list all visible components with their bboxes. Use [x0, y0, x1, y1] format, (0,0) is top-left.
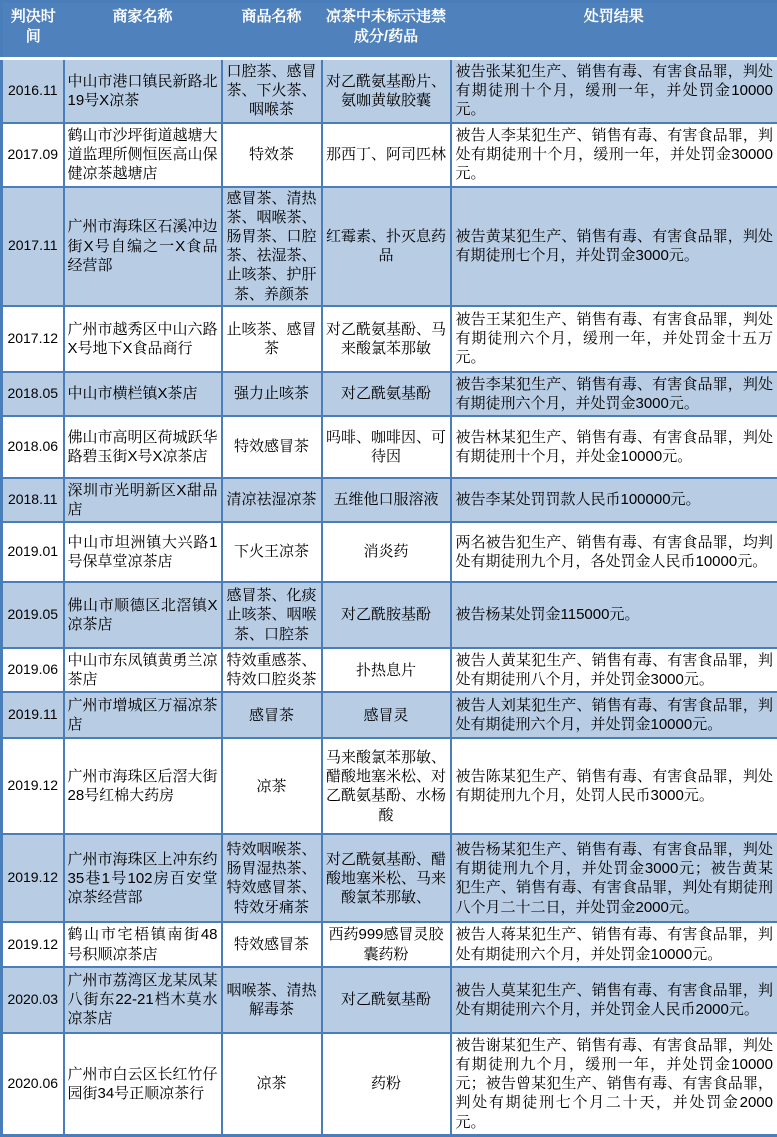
merchant-name: 广州市越秀区中山六路X号地下X食品商行: [64, 306, 222, 372]
table-row: [2, 582, 777, 648]
penalty-result: 被告谢某犯生产、销售有毒、有害食品罪，判处有期徒刑九个月，缓刑一年，并处罚金10000元；被告曾某犯生产、销售有毒、有害食品罪，判处有期徒刑七个月二十天，并处罚金2000元。: [451, 1033, 777, 1135]
table-row: [2, 187, 777, 306]
unlabeled-substances: 药粉: [322, 1033, 451, 1135]
judgment-date: 2020.03: [2, 967, 64, 1033]
penalty-result: 被告人蒋某犯生产、销售有毒、有害食品罪，判处有期徒刑六个月，并处罚金10000元。: [451, 922, 777, 966]
table-body: [2, 59, 777, 1136]
unlabeled-substances: 吗啡、咖啡因、可待因: [322, 416, 451, 478]
merchant-name: 广州市荔湾区龙某凤某八街东22-21档木莫水凉茶店: [64, 967, 222, 1033]
product-name: 特效咽喉茶、肠胃湿热茶、特效感冒茶、特效牙痛茶: [222, 834, 322, 922]
product-name: 下火王凉茶: [222, 522, 322, 582]
unlabeled-substances: 扑热息片: [322, 648, 451, 692]
judgment-date: 2019.12: [2, 834, 64, 922]
product-name: 止咳茶、感冒茶: [222, 306, 322, 372]
merchant-name: 佛山市高明区荷城跃华路碧玉街X号X凉茶店: [64, 416, 222, 478]
penalty-result: 被告人李某犯生产、销售有毒、有害食品罪，判处有期徒刑十个月，缓刑一年，并处罚金30000元。: [451, 123, 777, 187]
judgment-date: 2018.05: [2, 372, 64, 416]
penalty-result: 被告杨某犯生产、销售有毒、有害食品罪，判处有期徒刑九个月，并处罚金3000元；被告黄某犯生产、销售有毒、有害食品罪，判处有期徒刑八个月二十二日，并处罚金2000元。: [451, 834, 777, 922]
judgment-date: 2018.06: [2, 416, 64, 478]
penalty-result: 被告张某犯生产、销售有毒、有害食品罪，判处有期徒刑十个月，缓刑一年，并处罚金10000元。: [451, 59, 777, 123]
merchant-name: 深圳市光明新区X甜品店: [64, 478, 222, 522]
judgment-date: 2019.12: [2, 922, 64, 966]
product-name: 口腔茶、感冒茶、下火茶、咽喉茶: [222, 59, 322, 123]
judgment-date: 2019.01: [2, 522, 64, 582]
unlabeled-substances: 对乙酰氨基酚: [322, 372, 451, 416]
merchant-name: 鹤山市沙坪街道越塘大道监理所侧恒医高山保健凉茶越塘店: [64, 123, 222, 187]
judgment-date: 2016.11: [2, 59, 64, 123]
table-row: [2, 59, 777, 123]
merchant-name: 中山市坦洲镇大兴路1号保草堂凉茶店: [64, 522, 222, 582]
col-header-unlabeled-substances: 凉茶中未标示违禁成分/药品: [322, 2, 451, 59]
penalty-result: 被告陈某犯生产、销售有毒、有害食品罪，判处有期徒刑九个月，处罚人民币3000元。: [451, 738, 777, 834]
judgment-date: 2017.12: [2, 306, 64, 372]
penalty-result: 两名被告犯生产、销售有毒、有害食品罪，均判处有期徒刑九个月，各处罚金人民币10000元。: [451, 522, 777, 582]
penalty-result: 被告黄某犯生产、销售有毒、有害食品罪，判处有期徒刑七个月，并处罚金3000元。: [451, 187, 777, 306]
table-row: [2, 522, 777, 582]
table-row: [2, 834, 777, 922]
unlabeled-substances: 对乙酰氨基酚、醋酸地塞米松、马来酸氯苯那敏、: [322, 834, 451, 922]
merchant-name: 广州市白云区长红竹仔园街34号正顺凉茶行: [64, 1033, 222, 1135]
unlabeled-substances: 马来酸氯苯那敏、醋酸地塞米松、对乙酰氨基酚、水杨酸: [322, 738, 451, 834]
unlabeled-substances: 西药999感冒灵胶囊药粉: [322, 922, 451, 966]
col-header-product-name: 商品名称: [222, 2, 322, 59]
product-name: 特效感冒茶: [222, 416, 322, 478]
col-header-penalty-result: 处罚结果: [451, 2, 777, 59]
product-name: 感冒茶、清热茶、咽喉茶、肠胃茶、口腔茶、祛湿茶、止咳茶、护肝茶、养颜茶: [222, 187, 322, 306]
table-row: [2, 416, 777, 478]
table-row: [2, 306, 777, 372]
table-row: [2, 648, 777, 692]
col-header-judgment-date: 判决时间: [2, 2, 64, 59]
header-row: [2, 2, 777, 59]
merchant-name: 广州市海珠区上冲东约35巷1号102房百安堂凉茶经营部: [64, 834, 222, 922]
penalty-result: 被告人刘某犯生产、销售有毒、有害食品罪，判处有期徒刑六个月，并处罚金10000元。: [451, 692, 777, 738]
judgment-date: 2018.11: [2, 478, 64, 522]
table-row: [2, 922, 777, 966]
unlabeled-substances: 感冒灵: [322, 692, 451, 738]
merchant-name: 广州市增城区万福凉茶店: [64, 692, 222, 738]
merchant-name: 中山市港口镇民新路北19号X凉茶: [64, 59, 222, 123]
merchant-name: 广州市海珠区石溪冲边街X号自编之一X食品经营部: [64, 187, 222, 306]
product-name: 咽喉茶、清热解毒茶: [222, 967, 322, 1033]
table-row: [2, 967, 777, 1033]
product-name: 凉茶: [222, 1033, 322, 1135]
unlabeled-substances: 五维他口服溶液: [322, 478, 451, 522]
judgment-date: 2020.06: [2, 1033, 64, 1135]
unlabeled-substances: 对乙酰氨基酚片、氨咖黄敏胶囊: [322, 59, 451, 123]
penalty-result: 被告林某犯生产、销售有毒、有害食品罪，判处有期徒刑十个月，并处金10000元。: [451, 416, 777, 478]
judgment-date: 2019.12: [2, 738, 64, 834]
product-name: 特效重感茶、特效口腔炎茶: [222, 648, 322, 692]
judgment-date: 2017.11: [2, 187, 64, 306]
table-row: [2, 372, 777, 416]
judgment-date: 2019.11: [2, 692, 64, 738]
penalty-result: 被告人莫某犯生产、销售有毒、有害食品罪，判处有期徒刑六个月，并处罚金人民币2000元。: [451, 967, 777, 1033]
unlabeled-substances: 消炎药: [322, 522, 451, 582]
col-header-merchant-name: 商家名称: [64, 2, 222, 59]
unlabeled-substances: 那西丁、阿司匹林: [322, 123, 451, 187]
unlabeled-substances: 对乙酰胺基酚: [322, 582, 451, 648]
table-row: [2, 738, 777, 834]
unlabeled-substances: 对乙酰氨基酚、马来酸氯苯那敏: [322, 306, 451, 372]
product-name: 感冒茶、化痰止咳茶、咽喉茶、口腔茶: [222, 582, 322, 648]
merchant-name: 佛山市顺德区北滘镇X凉茶店: [64, 582, 222, 648]
penalty-result: 被告李某处罚罚款人民币100000元。: [451, 478, 777, 522]
judgment-date: 2019.06: [2, 648, 64, 692]
merchant-name: 鹤山市宅梧镇南街48号积顺凉茶店: [64, 922, 222, 966]
penalty-result: 被告李某犯生产、销售有毒、有害食品罪，判处有期徒刑六个月，并处罚金3000元。: [451, 372, 777, 416]
unlabeled-substances: 红霉素、扑灭息药品: [322, 187, 451, 306]
table-header: [2, 2, 777, 59]
product-name: 特效感冒茶: [222, 922, 322, 966]
table-row: [2, 123, 777, 187]
product-name: 凉茶: [222, 738, 322, 834]
product-name: 感冒茶: [222, 692, 322, 738]
penalty-result: 被告人黄某犯生产、销售有毒、有害食品罪，判处有期徒刑八个月，并处罚金3000元。: [451, 648, 777, 692]
merchant-name: 中山市东凤镇黄勇兰凉茶店: [64, 648, 222, 692]
penalty-result: 被告杨某处罚金115000元。: [451, 582, 777, 648]
merchant-name: 中山市横栏镇X茶店: [64, 372, 222, 416]
table-row: [2, 692, 777, 738]
table-row: [2, 1033, 777, 1135]
merchant-name: 广州市海珠区后滘大街28号红棉大药房: [64, 738, 222, 834]
judgment-date: 2017.09: [2, 123, 64, 187]
product-name: 清凉祛湿凉茶: [222, 478, 322, 522]
table-row: [2, 478, 777, 522]
product-name: 强力止咳茶: [222, 372, 322, 416]
product-name: 特效茶: [222, 123, 322, 187]
penalty-result: 被告王某犯生产、销售有毒、有害食品罪，判处有期徒刑六个月，缓刑一年，并处罚金十五万元。: [451, 306, 777, 372]
judgment-date: 2019.05: [2, 582, 64, 648]
unlabeled-substances: 对乙酰氨基酚: [322, 967, 451, 1033]
